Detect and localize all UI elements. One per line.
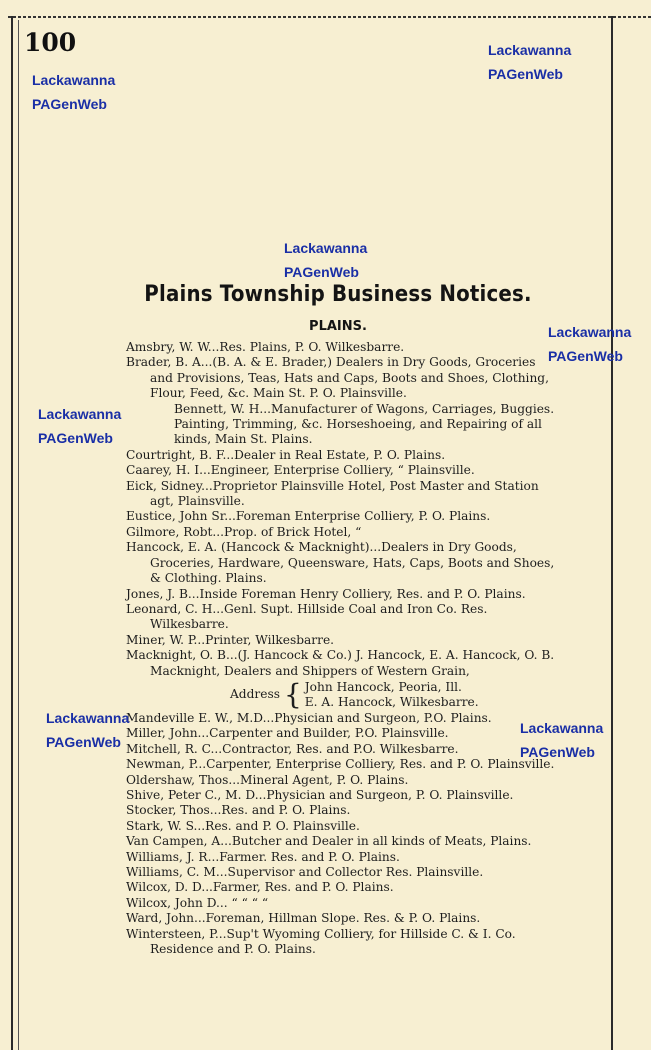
listing-entry: Wilcox, John D... “ “ “ “ (126, 895, 269, 910)
listing-entry: Shive, Peter C., M. D...Physician and Surgeon, P. O. Plainsville. (126, 787, 514, 802)
listing-entry: Bennett, W. H...Manufacturer of Wagons, Carriages, Buggies. Painting, Trimming, &c. Horseshoeing, and Repairing of all kinds, Main St. Plains. (174, 401, 555, 447)
watermark-line1: Lackawanna (284, 240, 368, 256)
watermark-line2: PAGenWeb (548, 348, 623, 364)
watermark-line2: PAGenWeb (38, 430, 113, 446)
listing-entry: Hancock, E. A. (Hancock & Macknight)...Dealers in Dry Goods, Groceries, Hardware, Queensware, Hats, Caps, Boots and Shoes, & Clothing. Plains. (126, 540, 555, 586)
listing-entry: Wilcox, D. D...Farmer, Res. and P. O. Plains. (126, 880, 394, 895)
watermark (488, 38, 571, 86)
listing-entry: Williams, J. R...Farmer. Res. and P. O. Plains. (126, 849, 400, 864)
listing-entry: Caarey, H. I...Engineer, Enterprise Colliery, “ Plainsville. (126, 463, 475, 478)
watermark (46, 706, 129, 754)
address-label: Address (230, 687, 280, 702)
listing-entry: Miller, John...Carpenter and Builder, P.O. Plainsville. (126, 726, 449, 741)
listing-entry: Courtright, B. F...Dealer in Real Estate, P. O. Plains. (126, 447, 446, 462)
listing-entry: Brader, B. A...(B. A. & E. Brader,) Dealers in Dry Goods, Groceries and Provisions, Teas, Hats and Caps, Boots and Shoes, Clothing, Flour, Feed, &c. Main St. P. O. Plainsville. (126, 355, 549, 401)
watermark-line1: Lackawanna (548, 324, 632, 340)
watermark (520, 716, 603, 764)
left-inner-rule (18, 20, 19, 1050)
watermark-line2: PAGenWeb (488, 66, 563, 82)
listing-entry: Amsbry, W. W...Res. Plains, P. O. Wilkesbarre. (126, 340, 405, 354)
listing-entry: Eustice, John Sr...Foreman Enterprise Colliery, P. O. Plains. (126, 509, 491, 524)
listing-entry: Oldershaw, Thos...Mineral Agent, P. O. Plains. (126, 772, 409, 787)
watermark (548, 320, 631, 368)
address-line: E. A. Hancock, Wilkesbarre. (304, 694, 479, 709)
listing-entry: Van Campen, A...Butcher and Dealer in all kinds of Meats, Plains. (126, 834, 532, 849)
listing-entry: Stark, W. S...Res. and P. O. Plainsville. (126, 818, 360, 833)
watermark-line1: Lackawanna (46, 710, 130, 726)
page-title: Plains Township Business Notices. (144, 282, 532, 307)
listing-entry: Leonard, C. H...Genl. Supt. Hillside Coal and Iron Co. Res. Wilkesbarre. (126, 601, 488, 632)
watermark-line2: PAGenWeb (520, 744, 595, 760)
section-heading: PLAINS. (309, 319, 367, 334)
right-border-rule (611, 16, 613, 1050)
listing-entry: Miner, W. P...Printer, Wilkesbarre. (126, 632, 335, 647)
left-border-rule (11, 16, 13, 1050)
business-listings (126, 340, 562, 957)
listing-entry: Wintersteen, P...Sup't Wyoming Colliery, for Hillside C. & I. Co. Residence and P. O. Plains. (126, 926, 516, 957)
watermark-line1: Lackawanna (520, 720, 604, 736)
watermark (38, 402, 121, 450)
watermark (284, 236, 367, 284)
listing-entry: Newman, P...Carpenter, Enterprise Colliery, Res. and P. O. Plainsville. (126, 757, 555, 772)
listing-entry: Ward, John...Foreman, Hillman Slope. Res. & P. O. Plains. (126, 911, 481, 926)
address-line: John Hancock, Peoria, Ill. (304, 679, 462, 694)
watermark-line1: Lackawanna (38, 406, 122, 422)
listing-entry: Gilmore, Robt...Prop. of Brick Hotel, “ (126, 524, 362, 539)
listing-entry: Williams, C. M...Supervisor and Collector Res. Plainsville. (126, 865, 484, 879)
watermark-line2: PAGenWeb (284, 264, 359, 280)
watermark-line1: Lackawanna (488, 42, 572, 58)
brace-glyph: { (283, 677, 302, 711)
listing-entry: Mandeville E. W., M.D...Physician and Surgeon, P.O. Plains. (126, 710, 492, 725)
watermark-line2: PAGenWeb (46, 734, 121, 750)
watermark (32, 68, 115, 116)
watermark-line2: PAGenWeb (32, 96, 107, 112)
address-lines (305, 680, 479, 710)
listing-entry: Macknight, O. B...(J. Hancock & Co.) J. Hancock, E. A. Hancock, O. B. Macknight, Dealers and Shippers of Western Grain, (126, 648, 555, 678)
listing-entry: Jones, J. B...Inside Foreman Henry Colliery, Res. and P. O. Plains. (126, 586, 526, 601)
listing-entry: Stocker, Thos...Res. and P. O. Plains. (126, 803, 351, 818)
listing-entry: Eick, Sidney...Proprietor Plainsville Hotel, Post Master and Station agt, Plainsville. (126, 478, 539, 509)
listing-entry: Mitchell, R. C...Contractor, Res. and P.O. Wilkesbarre. (126, 741, 459, 756)
top-dashed-rule (8, 16, 651, 18)
address-block (230, 677, 562, 711)
watermark-line1: Lackawanna (32, 72, 116, 88)
page-number: 100 (24, 28, 77, 57)
